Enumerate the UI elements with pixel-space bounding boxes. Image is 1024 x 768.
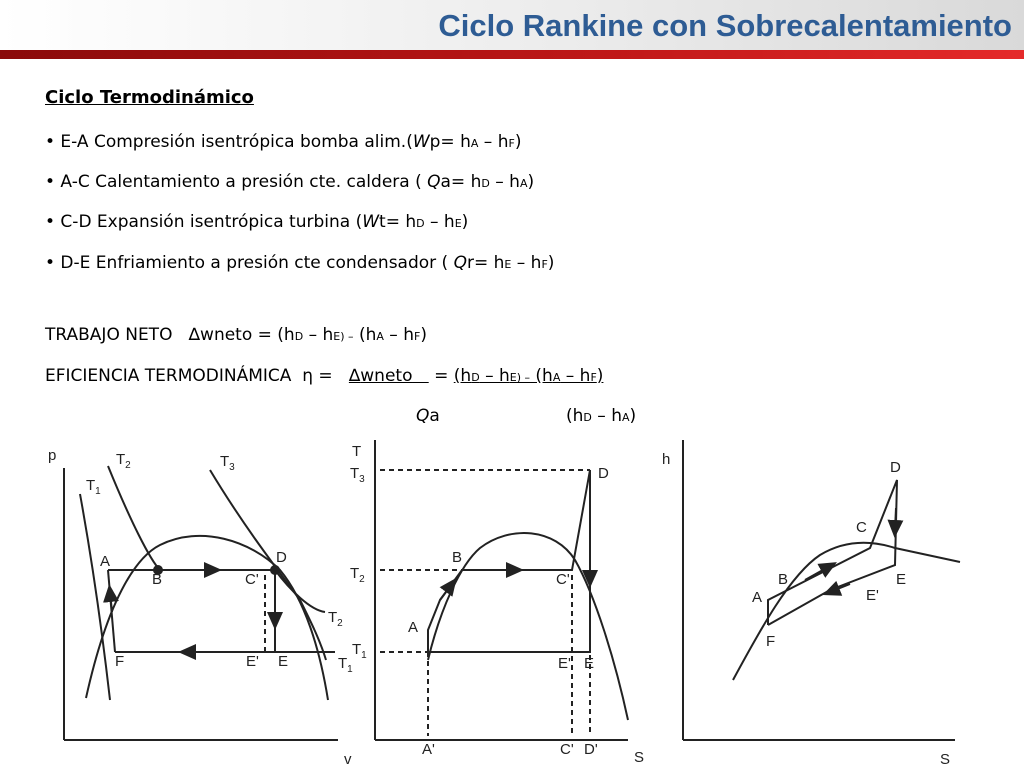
pv-label-c: C': [245, 571, 259, 588]
hs-label-s: S: [940, 751, 951, 768]
pv-label-t1: $T_1$: [86, 477, 101, 497]
hs-label-b: B: [778, 571, 789, 588]
section-heading: Ciclo Termodinámico: [45, 87, 254, 108]
slide-title: Ciclo Rankine con Sobrecalentamiento: [438, 8, 1012, 43]
bullet-compresion: • E-A Compresión isentrópica bomba alim.(Wp= hA – hF): [45, 132, 522, 152]
bullet-enfriamiento: • D-E Enfriamiento a presión cte condensador ( Qr= hE – hF): [45, 253, 555, 273]
ts-label-b: B: [452, 549, 463, 566]
pv-label-t1b: $T_1$: [338, 655, 353, 675]
hs-label-e: E: [896, 571, 907, 588]
bullet-expansion: • C-D Expansión isentrópica turbina (Wt= hD – hE): [45, 212, 469, 232]
pv-label-p: p: [48, 447, 57, 464]
denominador-qa: Qa: [416, 406, 440, 426]
hs-label-c: C: [856, 519, 867, 536]
hs-label-a: A: [752, 589, 763, 606]
trabajo-neto-formula: TRABAJO NETO ∆wneto = (hD – hE) – (hA – hF): [45, 325, 427, 345]
ts-label-c-prime: C': [560, 741, 574, 758]
hs-label-d: D: [890, 459, 901, 476]
pv-label-t2: $T_2$: [116, 451, 131, 471]
pv-label-t2b: $T_2$: [328, 609, 343, 629]
pv-label-d: D: [276, 549, 287, 566]
pv-label-f: F: [115, 653, 125, 670]
pv-isotherm-t3: [210, 470, 326, 660]
ts-label-c: C': [556, 571, 570, 588]
pv-label-e: E: [278, 653, 289, 670]
ts-diagram: [375, 440, 628, 740]
pv-label-a: A: [100, 553, 111, 570]
pv-label-e-prime: E': [246, 653, 259, 670]
pv-label-v: v: [344, 751, 352, 768]
hs-diagram: [683, 440, 960, 740]
hs-label-e-prime: E': [866, 587, 879, 604]
ts-label-d: D: [598, 465, 609, 482]
ts-label-t1: $T_1$: [352, 641, 367, 661]
ts-label-a-prime: A': [422, 741, 435, 758]
ts-label-t3: $T_3$: [350, 465, 365, 485]
pv-isotherm-t1-left: [80, 494, 110, 700]
pv-label-t3: $T_3$: [220, 453, 235, 473]
pv-arrow-f-a: [110, 592, 112, 612]
ts-label-t2: $T_2$: [350, 565, 365, 585]
ts-label-e: E: [584, 655, 595, 672]
pv-diagram: [64, 466, 338, 740]
pv-label-b: B: [152, 571, 163, 588]
ts-label-s: S: [634, 749, 645, 766]
hs-arrow-d-e: [895, 508, 896, 530]
eficiencia-formula: EFICIENCIA TERMODINÁMICA η = ∆wneto = (hD – hE) – (hA – hF): [45, 366, 604, 386]
ts-label-a: A: [408, 619, 419, 636]
ts-label-d-prime: D': [584, 741, 598, 758]
hs-label-h: h: [662, 451, 671, 468]
hs-arrow-a-c: [805, 566, 830, 580]
ts-label-t: T: [352, 443, 362, 460]
hs-label-f: F: [766, 633, 776, 650]
denominador-entalpia: (hD – hA): [566, 406, 637, 426]
ts-label-e-prime: E': [558, 655, 571, 672]
pv-point-d: [271, 566, 279, 574]
pv-saturation-dome: [86, 536, 328, 700]
bullet-calentamiento: • A-C Calentamiento a presión cte. caldera ( Qa= hD – hA): [45, 172, 535, 192]
